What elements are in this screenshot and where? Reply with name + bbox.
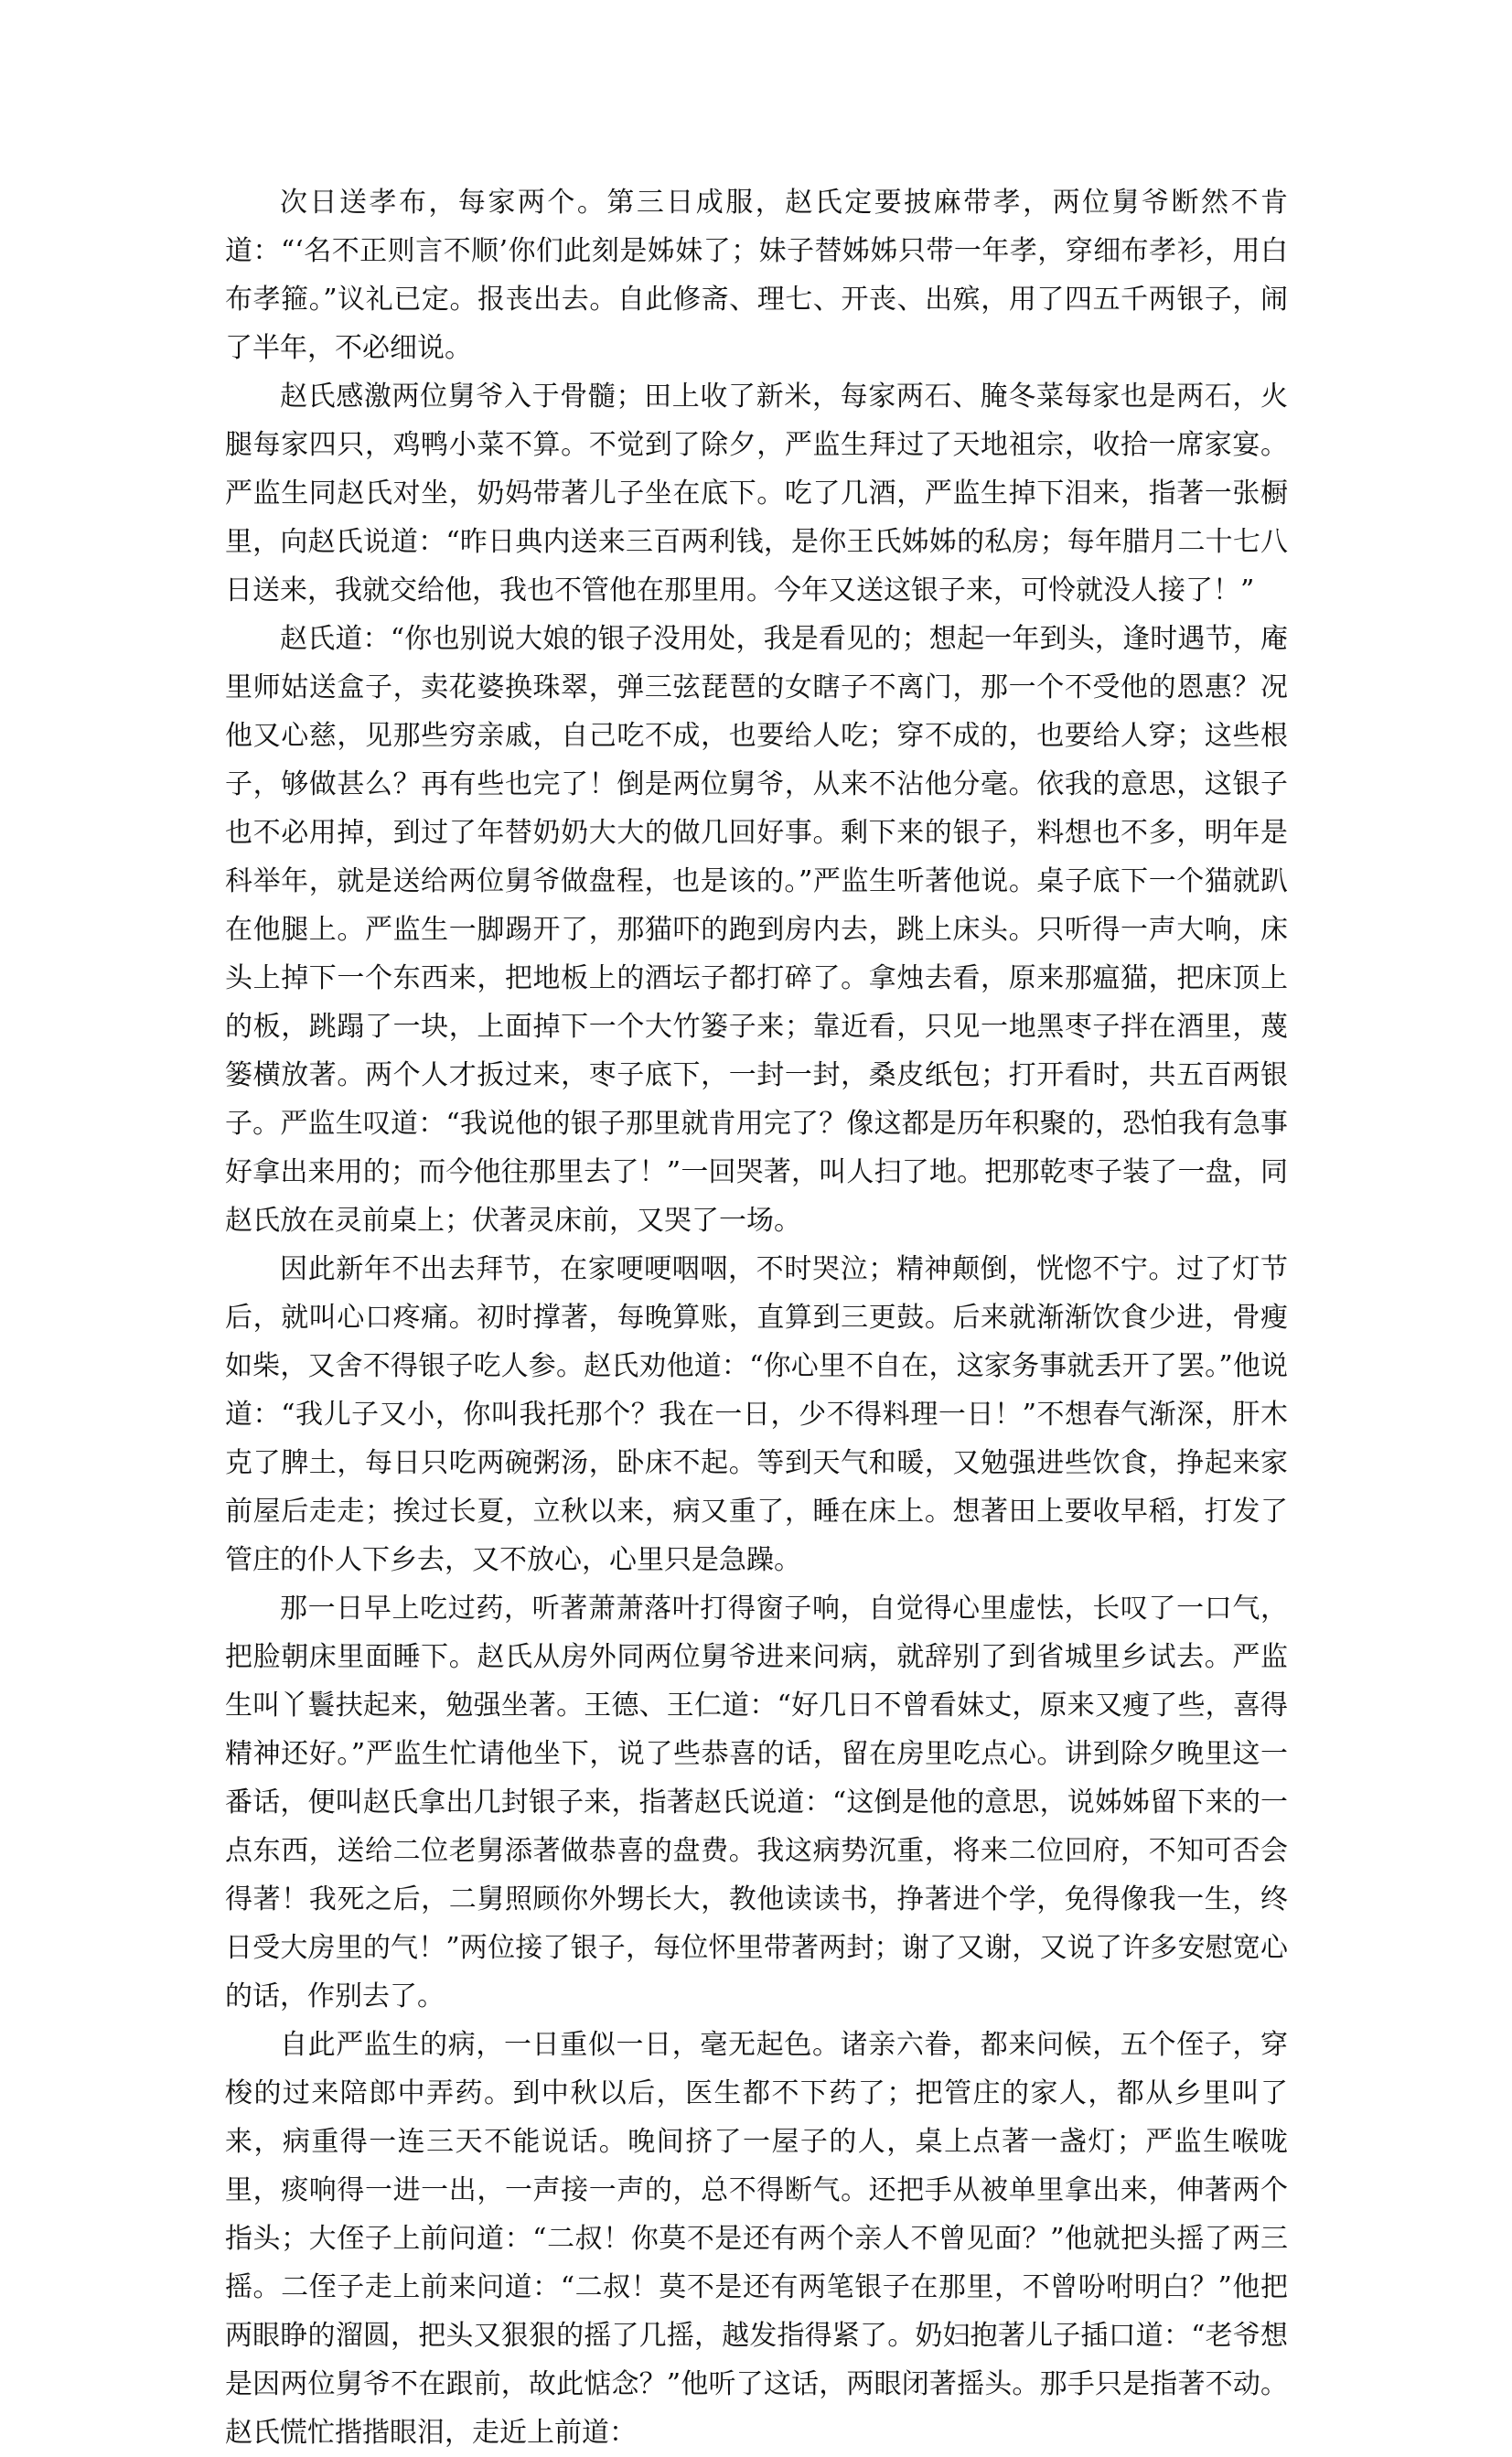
paragraph: 赵氏道：“你也别说大娘的银子没用处，我是看见的；想起一年到头，逢时遇节，庵里师姑送盒子，卖花婆换珠翠，弹三弦琵琶的女瞎子不离门，那一个不受他的恩惠？况他又心慈，见那些穷亲戚，自己吃不成，也要给人吃；穿不成的，也要给人穿；这些根子，够做甚么？再有些也完了！倒是两位舅爷，从来不沾他分毫。依我的意思，这银子也不必用掉，到过了年替奶奶大大的做几回好事。剩下来的银子，料想也不多，明年是科举年，就是送给两位舅爷做盘程，也是该的。”严监生听著他说。桌子底下一个猫就趴在他腿上。严监生一脚踢开了，那猫吓的跑到房内去，跳上床头。只听得一声大响，床头上掉下一个东西来，把地板上的酒坛子都打碎了。拿烛去看，原来那瘟猫，把床顶上的板，跳蹋了一块，上面掉下一个大竹篓子来；靠近看，只见一地黑枣子拌在酒里，蔑篓横放著。两个人才扳过来，枣子底下，一封一封，桑皮纸包；打开看时，共五百两银子。严监生叹道：“我说他的银子那里就肯用完了？像这都是历年积聚的，恐怕我有急事好拿出来用的；而今他往那里去了！”一回哭著，叫人扫了地。把那乾枣子装了一盘，同赵氏放在灵前桌上；伏著灵床前，又哭了一场。 xyxy=(225,623,1288,1237)
paragraph: 次日送孝布，每家两个。第三日成服，赵氏定要披麻带孝，两位舅爷断然不肯道：“‘名不正则言不顺’你们此刻是姊妹了；妹子替姊姊只带一年孝，穿细布孝衫，用白布孝箍。”议礼已定。报丧出去。自此修斋、理七、开丧、出殡，用了四五千两银子，闹了半年，不必细说。 xyxy=(225,187,1288,364)
paragraph: 自此严监生的病，一日重似一日，毫无起色。诸亲六眷，都来问候，五个侄子，穿梭的过来陪郎中弄药。到中秋以后，医生都不下药了；把管庄的家人，都从乡里叫了来，病重得一连三天不能说话。晚间挤了一屋子的人，桌上点著一盏灯；严监生喉咙里，痰响得一进一出，一声接一声的，总不得断气。还把手从被单里拿出来，伸著两个指头；大侄子上前问道：“二叔！你莫不是还有两个亲人不曾见面？”他就把头摇了两三摇。二侄子走上前来问道：“二叔！莫不是还有两笔银子在那里，不曾吩咐明白？”他把两眼睁的溜圆，把头又狠狠的摇了几摇，越发指得紧了。奶妇抱著儿子插口道：“老爷想是因两位舅爷不在跟前，故此惦念？”他听了这话，两眼闭著摇头。那手只是指著不动。赵氏慌忙揩揩眼泪，走近上前道： xyxy=(225,2029,1288,2449)
paragraph: 那一日早上吃过药，听著萧萧落叶打得窗子响，自觉得心里虚怯，长叹了一口气，把脸朝床里面睡下。赵氏从房外同两位舅爷进来问病，就辞别了到省城里乡试去。严监生叫丫鬟扶起来，勉强坐著。王德、王仁道：“好几日不曾看妹丈，原来又瘦了些，喜得精神还好。”严监生忙请他坐下，说了些恭喜的话，留在房里吃点心。讲到除夕晚里这一番话，便叫赵氏拿出几封银子来，指著赵氏说道：“这倒是他的意思，说姊姊留下来的一点东西，送给二位老舅添著做恭喜的盘费。我这病势沉重，将来二位回府，不知可否会得著！我死之后，二舅照顾你外甥长大，教他读读书，挣著进个学，免得像我一生，终日受大房里的气！”两位接了银子，每位怀里带著两封；谢了又谢，又说了许多安慰宽心的话，作别去了。 xyxy=(225,1593,1288,2012)
paragraph: 因此新年不出去拜节，在家哽哽咽咽，不时哭泣；精神颠倒，恍惚不宁。过了灯节后，就叫心口疼痛。初时撑著，每晚算账，直算到三更鼓。后来就渐渐饮食少进，骨瘦如柴，又舍不得银子吃人参。赵氏劝他道：“你心里不自在，这家务事就丢开了罢。”他说道：“我儿子又小，你叫我托那个？我在一日，少不得料理一日！”不想春气渐深，肝木克了脾土，每日只吃两碗粥汤，卧床不起。等到天气和暖，又勉强进些饮食，挣起来家前屋后走走；挨过长夏，立秋以来，病又重了，睡在床上。想著田上要收早稻，打发了管庄的仆人下乡去，又不放心，心里只是急躁。 xyxy=(225,1253,1288,1576)
document-page xyxy=(225,178,1288,2457)
paragraph: 赵氏感激两位舅爷入于骨髓；田上收了新米，每家两石、腌冬菜每家也是两石，火腿每家四只，鸡鸭小菜不算。不觉到了除夕，严监生拜过了天地祖宗，收拾一席家宴。严监生同赵氏对坐，奶妈带著儿子坐在底下。吃了几酒，严监生掉下泪来，指著一张橱里，向赵氏说道：“昨日典内送来三百两利钱，是你王氏姊姊的私房；每年腊月二十七八日送来，我就交给他，我也不管他在那里用。今年又送这银子来，可怜就没人接了！” xyxy=(225,381,1288,606)
